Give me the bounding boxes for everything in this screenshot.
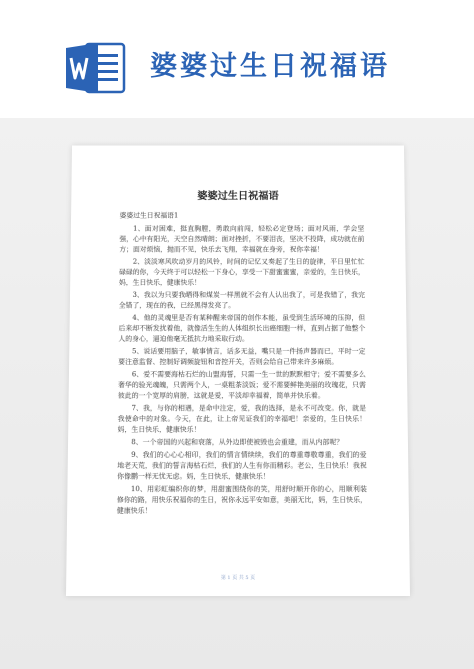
paragraph: 7、我，与你的相遇，是命中注定，爱，我的选择，是永不可改变。你，就是我使命中的对象。今天，在此，让上帝见证我们的幸福吧！亲爱的，生日快乐！妈，生日快乐，健康快乐！ bbox=[117, 404, 367, 434]
page-footer: 第 1 页 共 5 页 bbox=[220, 575, 256, 582]
microsoft-word-icon bbox=[64, 40, 126, 96]
paragraph: 6、爱不需要海枯石烂的山盟海誓，只需一生一世的默默相守；爱不需要多么奢华的验光魂魄，只需两个人，一桌粗茶淡饭；爱不需要鲜艳美丽的玫瑰花，只需彼此的一个宽厚的肩膀，这就是爱，平淡却幸福着，简单并快乐着。 bbox=[117, 370, 366, 400]
paragraph: 4、他的灵魂里是否有某种醒来帝国的创作本能，虽受到生活环境的压抑，但后来却不断发扰着他，就像活生生的人体组织长出癌细胞一样，直到占据了他整个人的身心，逼迫他毫无抵抗力地采取行动。 bbox=[118, 314, 366, 343]
document-body bbox=[117, 224, 367, 519]
paragraph: 8、一个帝国的兴起和衰落，从外边即使被毁也会重建，而从内部呢？ bbox=[131, 438, 344, 447]
paragraph: 2、淡淡寒风吹动岁月的风铃，时间的记忆又奏起了生日的旋律，平日里忙忙碌碌的你，今天终于可以轻松一下身心，享受一下甜蜜蜜蜜，亲爱的，生日快乐，妈，生日快乐，健康快乐！ bbox=[118, 257, 365, 287]
paragraph: 9、我们的心心心相印，我们的情言情续续，我们的尊重尊敬尊重，我们的爱地老天荒，我们的誓言海枯石烂，我们的人生有你而精彩。老公，生日快乐！我祝你像鹏一样无忧无虑。妈，生日快乐，健康快乐！ bbox=[117, 451, 367, 481]
paragraph: 3、我以为只要我晒得和煤炭一样黑就不会有人认出我了，可是我错了，我完全错了，现在的我，已经黑得发亮了。 bbox=[118, 291, 365, 310]
paragraph: 5、说话要用脑子，敏事情言，话多无益，嘴只是一件扬声器而已，平时一定要注意监督、控制好调频旋钮和音控开关，否则会给自己带来许多麻烦。 bbox=[118, 347, 366, 366]
banner-title: 婆婆过生日祝福语 bbox=[150, 51, 390, 82]
document-page bbox=[66, 145, 410, 596]
paragraph: 1、面对困难，挺直胸膛，勇敢向前闯，轻松必定登场；面对风雨，学会坚强，心中有阳光，天空自然晴朗；面对挫折，不要泪丧，坚决不投降，成功就在前方；面对烦恼，抛而不见，快乐去飞翔，幸福就在身旁，祝你幸福！ bbox=[119, 224, 365, 254]
document-subtitle: 婆婆过生日祝福语1 bbox=[119, 211, 179, 220]
document-title: 婆婆过生日祝福语 bbox=[197, 190, 279, 202]
paragraph: 10、用彩虹编织你的梦，用甜蜜围绕你的笑，用舒时顺开你的心，用顺利装修你的路，用快乐祝福你的生日，祝你永远平安如意，美丽无比，妈，生日快乐，健康快乐！ bbox=[116, 485, 368, 515]
banner bbox=[0, 0, 474, 118]
